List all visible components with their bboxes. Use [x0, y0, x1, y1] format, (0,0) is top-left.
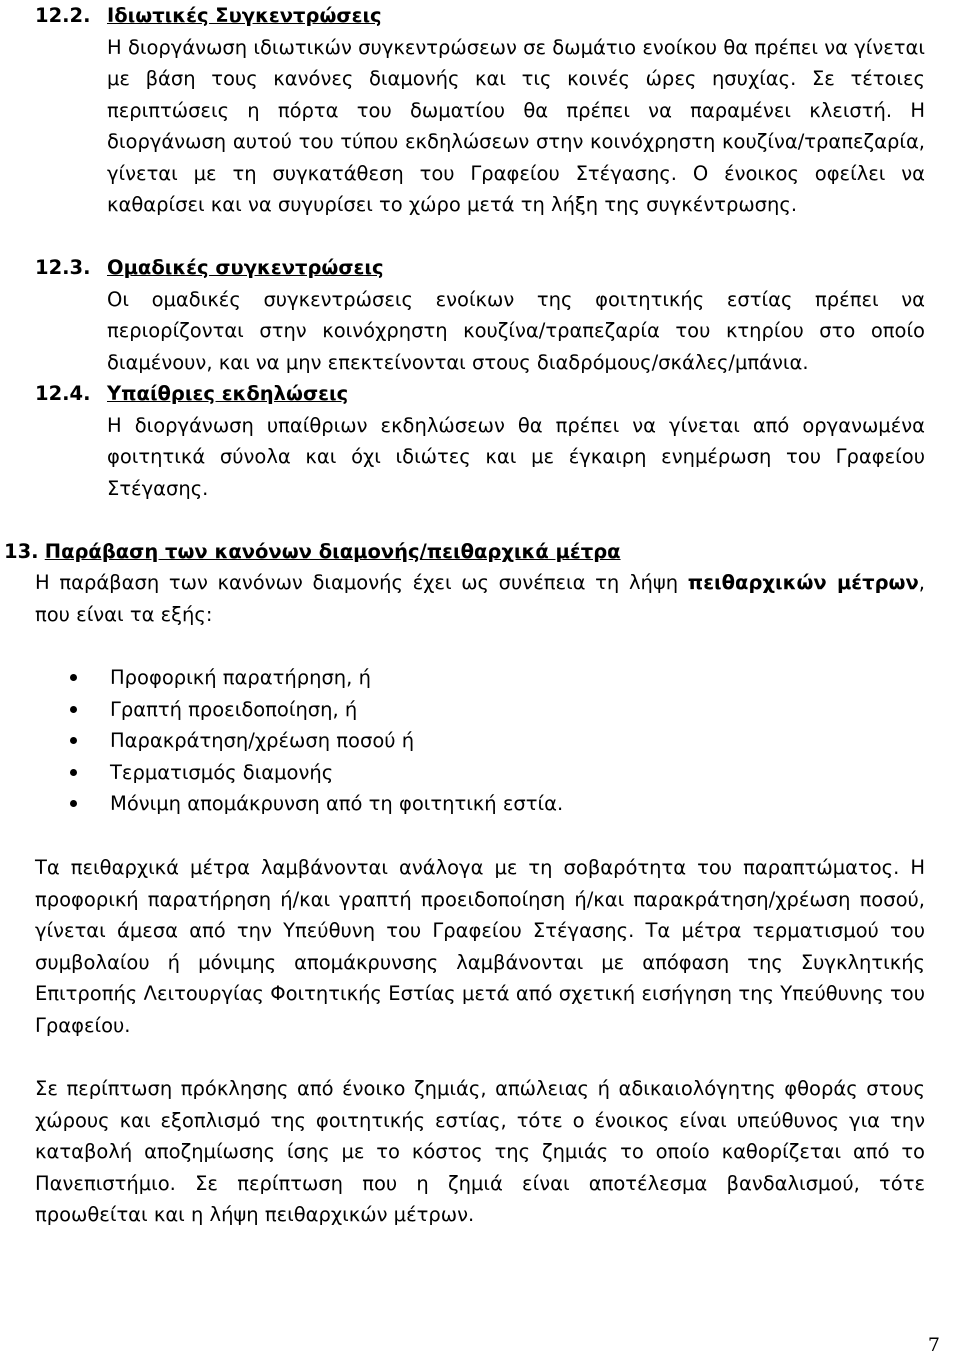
- section-number: 13.: [4, 540, 39, 563]
- list-item-label: Τερματισμός διαμονής: [110, 760, 334, 784]
- section-13-heading: [4, 536, 925, 568]
- intro-text: Η παράβαση των κανόνων διαμονής έχει ως συνέπεια τη λήψη: [35, 571, 688, 594]
- page-number: 7: [927, 1333, 940, 1356]
- bullet-icon: [70, 737, 77, 744]
- bullet-icon: [70, 706, 77, 713]
- section-number: 12.4.: [35, 382, 91, 405]
- section-text: Η διοργάνωση υπαίθριων εκδηλώσεων θα πρέπει να γίνεται από οργανωμένα φοιτητικά σύνολα και όχι ιδιώτες και με έγκαιρη ενημέρωση του Γραφείου Στέγασης.: [107, 413, 925, 500]
- list-item: [70, 694, 563, 726]
- section-heading: Υπαίθριες εκδηλώσεις: [107, 382, 349, 405]
- section-number: 12.3.: [35, 256, 91, 279]
- section-12-3: [35, 252, 925, 378]
- section-heading: Ιδιωτικές Συγκεντρώσεις: [107, 4, 382, 27]
- section-text: Η διοργάνωση ιδιωτικών συγκεντρώσεων σε δωμάτιο ενοίκου θα πρέπει να γίνεται με βάση τους κανόνες διαμονής και τις κοινές ώρες ησυχίας. Σε τέτοιες περιπτώσεις η πόρτα του δωματίου θα πρέπει να παραμένει κλειστή. Η διοργάνωση αυτού του τύπου εκδηλώσεων στην κοινόχρηστη κουζίνα/τραπεζαρία, γίνεται με τη συγκατάθεση του Γραφείου Στέγασης. Ο ένοικος οφείλει να καθαρίσει και να συγυρίσει το χώρο μετά τη λήξη της συγκέντρωσης.: [107, 35, 925, 216]
- section-text: Οι ομαδικές συγκεντρώσεις ενοίκων της φοιτητικής εστίας πρέπει να περιορίζονται στην κοινόχρηστη κουζίνα/τραπεζαρία του κτηρίου στο οποίο διαμένουν, και να μην επεκτείνονται στους διαδρόμους/σκάλες/μπάνια.: [107, 287, 925, 374]
- paragraph-damages: Σε περίπτωση πρόκλησης από ένοικο ζημιάς, απώλειας ή αδικαιολόγητης φθοράς στους χώρους και εξοπλισμό της φοιτητικής εστίας, τότε ο ένοικος είναι υπεύθυνος για την καταβολή αποζημίωσης ίσης με το κόστος της ζημιάς το οποίο καθορίζεται από το Πανεπιστήμιο. Σε περίπτωση που η ζημιά είναι αποτέλεσμα βανδαλισμού, τότε προωθείται και η λήψη πειθαρχικών μέτρων.: [35, 1077, 925, 1226]
- list-item-label: Παρακράτηση/χρέωση ποσού ή: [110, 729, 415, 752]
- intro-text-end: , που είναι τα εξής:: [35, 571, 925, 626]
- intro-bold-text: πειθαρχικών μέτρων: [687, 571, 919, 594]
- penalty-list: [70, 662, 563, 820]
- section-13-intro: [35, 567, 925, 630]
- bullet-icon: [70, 674, 77, 681]
- list-item: [70, 757, 563, 789]
- paragraph-penalties: Τα πειθαρχικά μέτρα λαμβάνονται ανάλογα με τη σοβαρότητα του παραπτώματος. Η προφορική παρατήρηση ή/και γραπτή προειδοποίηση ή/και παρακράτηση/χρέωση ποσού, γίνεται άμεσα από την Υπεύθυνη του Γραφείου Στέγασης. Τα μέτρα τερματισμού του συμβολαίου ή μόνιμης απομάκρυνσης λαμβάνονται με απόφαση της Συγκλητικής Επιτροπής Λειτουργίας Φοιτητικής Εστίας μετά από σχετική εισήγηση της Υπεύθυνης του Γραφείου.: [35, 856, 925, 1037]
- section-12-4: [35, 378, 925, 504]
- list-item: [70, 788, 563, 820]
- list-item: [70, 662, 563, 694]
- section-number: 12.2.: [35, 4, 91, 27]
- list-item-label: Προφορική παρατήρηση, ή: [110, 666, 371, 689]
- list-item-label: Μόνιμη απομάκρυνση από τη φοιτητική εστία.: [110, 792, 564, 815]
- list-item-label: Γραπτή προειδοποίηση, ή: [110, 697, 358, 721]
- bullet-icon: [70, 769, 77, 776]
- list-item: [70, 725, 563, 757]
- section-12-2: [35, 0, 925, 221]
- section-heading: Ομαδικές συγκεντρώσεις: [107, 256, 384, 279]
- section-heading: Παράβαση των κανόνων διαμονής/πειθαρχικά μέτρα: [44, 540, 621, 563]
- bullet-icon: [70, 800, 77, 807]
